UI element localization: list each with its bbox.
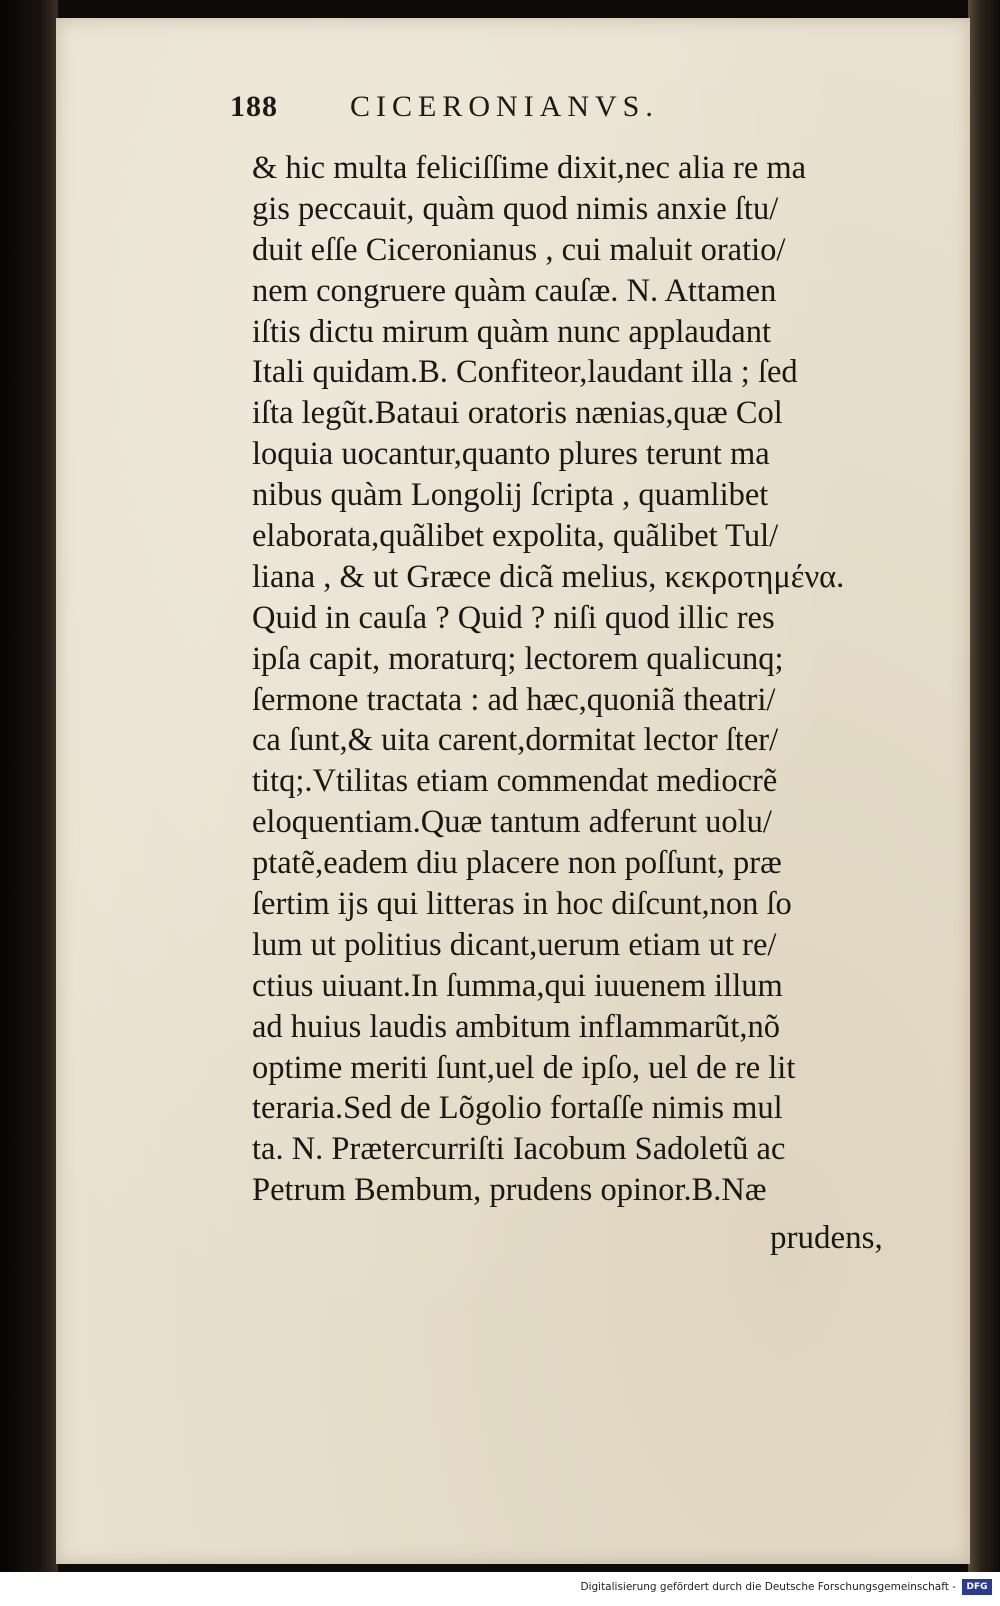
text-line: elaborata,quãlibet expolita, quãlibet Tul/ — [252, 518, 779, 555]
text-line: eloquentiam.Quæ tantum adferunt uolu/ — [252, 804, 772, 841]
text-line: & hic multa feliciſſime dixit,nec alia re ma — [252, 150, 807, 186]
text-line: loquia uocantur,quanto plures terunt ma — [252, 436, 770, 473]
text-line: ta. N. Prætercurriſti Iacobum Sadoletũ ac — [252, 1131, 786, 1168]
text-line: liana , & ut Græce dicã melius, κεκροτημένα. — [252, 558, 845, 595]
text-line: lum ut politius dicant,uerum etiam ut re/ — [252, 926, 777, 963]
text-line: duit eſſe Ciceronianus , cui maluit oratio/ — [252, 231, 786, 268]
text-line: ad huius laudis ambitum inflammarũt,nõ — [252, 1008, 781, 1045]
digitization-credit: Digitalisierung gefördert durch die Deutsche Forschungsgemeinschaft - — [580, 1581, 956, 1593]
text-line: ctius uiuant.In ſumma,qui iuuenem illum — [252, 967, 783, 1004]
text-line: iſtis dictu mirum quàm nunc applaudant — [252, 313, 772, 350]
text-line: optime meriti ſunt,uel de ipſo, uel de re lit — [252, 1049, 796, 1086]
text-line: ſermone tractata : ad hæc,quoniã theatri/ — [252, 681, 776, 718]
footer-bar — [0, 1572, 1000, 1606]
text-line: teraria.Sed de Lõgolio fortaſſe nimis mul — [252, 1090, 783, 1127]
text-line: Itali quidam.B. Confiteor,laudant illa ; ſed — [252, 354, 798, 391]
text-line: ſertim ijs qui litteras in hoc diſcunt,non ſo — [252, 886, 792, 923]
text-line: ca ſunt,& uita carent,dormitat lector ſter/ — [252, 722, 779, 759]
text-line: nem congruere quàm cauſæ. N. Attamen — [252, 272, 777, 309]
page-header — [230, 90, 830, 140]
page-edge — [968, 0, 1000, 1572]
text-line: Quid in cauſa ? Quid ? niſi quod illic res — [252, 599, 775, 636]
running-title: CICERONIANVS. — [350, 90, 659, 123]
page-number: 188 — [230, 90, 278, 123]
body-text — [252, 148, 960, 1211]
text-line: nibus quàm Longolij ſcripta , quamlibet — [252, 477, 769, 514]
text-line: Petrum Bembum, prudens opinor.B.Næ — [252, 1172, 767, 1209]
dfg-logo-icon: DFG — [962, 1579, 992, 1595]
text-line: titq;.Vtilitas etiam commendat mediocrẽ — [252, 763, 778, 800]
catchword: prudens, — [770, 1220, 883, 1256]
book-spine-shadow — [0, 0, 58, 1572]
text-line: iſta legũt.Bataui oratoris nænias,quæ Col — [252, 395, 783, 432]
text-line: ptatẽ,eadem diu placere non poſſunt, præ — [252, 845, 782, 882]
text-line: ipſa capit, moraturq; lectorem qualicunq; — [252, 640, 784, 677]
text-line: gis peccauit, quàm quod nimis anxie ſtu/ — [252, 190, 779, 227]
